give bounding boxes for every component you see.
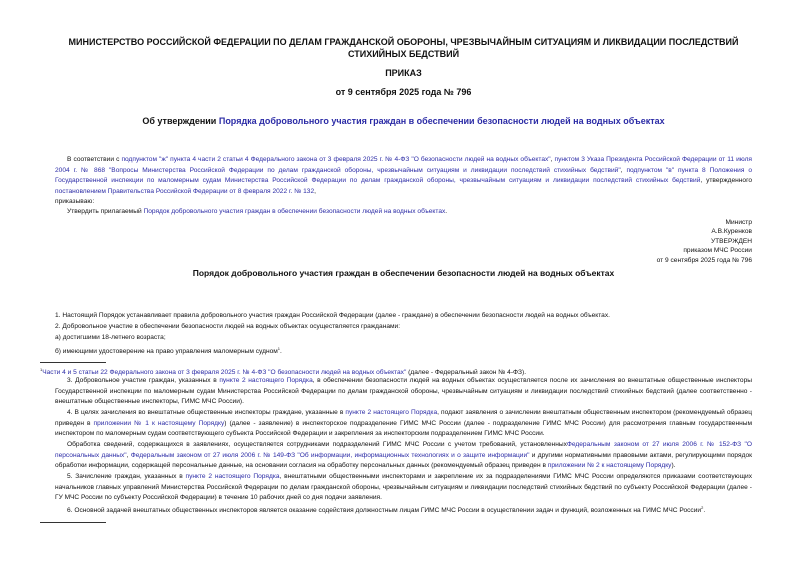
- text: ,: [314, 187, 316, 195]
- text: ) (далее - заявление) в инспекторское подразделение ГИМС МЧС России (далее - подразделение ГИМС МЧС России) для рассмотрения главным государственным инспектором по маломерным судам соответствующего субъекта Российской Федерации и закрепления за инспекторским подразделением ГИМС МЧС России.: [55, 419, 753, 438]
- text: (далее - Федеральный закон № 4-ФЗ).: [406, 369, 527, 377]
- footnote-link[interactable]: Части 4 и 5 статьи 22 Федерального закона от 3 февраля 2025 г. № 4-ФЗ "О безопасности людей на водных объектах": [42, 369, 407, 377]
- text: и другими нормативными правовыми актами, регулирующими порядок обработки информации, содержащей персональные данные, на основании согласия на обработку персональных данных (рекомендуемый образец приведен в: [55, 451, 753, 470]
- footnote-divider: [40, 522, 106, 523]
- item-2a: а) достигшими 18-летнего возраста;: [55, 334, 166, 341]
- approved-label: УТВЕРЖДЕН: [710, 237, 752, 245]
- item-2b: [55, 343, 752, 357]
- text: .: [703, 507, 706, 515]
- text: , в обеспечении безопасности людей на водных объектах осуществляется после их зачисления во внештатные общественные инспекторы Государственной инспекции по маломерным судам Министерства Российской Федерации по делам гражданской обороны, чрезвычайным ситуациям и ликвидации последствий стихийных бедствий (далее соответственно - внештатные общественные инспекторы, ГИМС МЧС России).: [55, 377, 752, 406]
- item-5: [55, 472, 752, 504]
- text: б) имеющими удостоверение на право управления маломерным судном: [55, 348, 278, 356]
- item-3: [55, 376, 752, 408]
- text: ,: [620, 166, 627, 174]
- signature-block: [657, 218, 752, 265]
- appendix-2-link[interactable]: приложении № 2 к настоящему Порядку: [547, 462, 672, 470]
- order-title: [40, 115, 767, 127]
- item-2-link[interactable]: пункте 2 настоящего Порядка: [345, 409, 438, 416]
- item-2: 2. Добровольное участие в обеспечении безопасности людей на водных объектах осуществляется гражданами:: [55, 323, 401, 330]
- text: Обработка сведений, содержащихся в заявлениях, осуществляется сотрудниками подразделений ГИМС МЧС России с учетом требований, установленных: [67, 441, 567, 448]
- footnote-divider: [40, 362, 106, 363]
- text: , внештатными общественными инспекторами и закрепление их за подразделениями ГИМС МЧС России определяются приказами соответствующих начальников главных управлений Министерства Российской Федерации по делам гражданской обороны, чрезвычайным ситуациям и ликвидации последствий стихийных бедствий по субъекту Российской Федерации (далее - ГУ МЧС России по субъекту Российской Федерации) в течение 10 рабочих дней со дня подачи заявления.: [55, 473, 753, 502]
- resolution-link[interactable]: постановлением Правительства Российской Федерации от 8 февраля 2022 г. № 132: [55, 187, 315, 195]
- law-link[interactable]: подпунктом "ж" пункта 4 части 2 статьи 4 Федерального закона от 3 февраля 2025 г. № 4-ФЗ "О безопасности людей на водных объектах": [121, 156, 551, 163]
- title-prefix: Об утверждении: [142, 116, 219, 126]
- regulation-link[interactable]: подпунктом "в" пункта 8 Положения о Государственной инспекции по маломерным судам Министерства Российской Федерации по делам гражданской обороны, чрезвычайным ситуациям и ликвидации последствий стихийных бедствий: [55, 166, 752, 185]
- decree-link[interactable]: пунктом 3 Указа Президента Российской Федерации от 11 июля 2004 г. № 868 "Вопросы Министерства Российской Федерации по делам гражданской обороны, чрезвычайным ситуациям и ликвидации последствий стихийных бедствий": [55, 156, 752, 174]
- approved-date: от 9 сентября 2025 года № 796: [656, 256, 752, 264]
- law-152-link[interactable]: Федеральным законом от 27 июля 2006 г. № 152-ФЗ "О персональных данных": [55, 441, 752, 459]
- text: ,: [550, 156, 555, 163]
- order-date: от 9 сентября 2025 года № 796: [335, 87, 472, 97]
- items-1-2: [55, 310, 752, 357]
- text: .: [445, 208, 448, 215]
- text: Утвердить прилагаемый: [67, 208, 144, 215]
- text: 3. Добровольное участие граждан, указанных в: [67, 377, 220, 384]
- item-4: [55, 408, 752, 440]
- item-6: [55, 503, 752, 517]
- data-processing: [55, 440, 752, 472]
- footnote-mark[interactable]: 2: [701, 505, 704, 510]
- text: 6. Основной задачей внештатных общественных инспекторов является оказание содействия должностным лицам ГИМС МЧС России в осуществлении задач и функций, возложенных на ГИМС МЧС России: [67, 507, 702, 515]
- signer-position: Министр: [725, 219, 752, 226]
- approved-by: приказом МЧС России: [683, 247, 752, 255]
- text: В соответствии с: [67, 156, 122, 163]
- ministry-heading: МИНИСТЕРСТВО РОССИЙСКОЙ ФЕДЕРАЦИИ ПО ДЕЛАМ ГРАЖДАНСКОЙ ОБОРОНЫ, ЧРЕЗВЫЧАЙНЫМ СИТУАЦИЯМ И ЛИКВИДАЦИИ ПОСЛЕДСТВИЙ СТИХИЙНЫХ БЕДСТВИЙ: [68, 37, 739, 59]
- preamble: [55, 155, 752, 197]
- text: , подают заявления о зачислении внештатным общественным инспектором (рекомендуемый образец приведен в: [55, 409, 752, 427]
- footnote-mark[interactable]: 1: [277, 346, 281, 351]
- text: .: [280, 348, 282, 356]
- approve-line: [55, 207, 752, 218]
- footnote-number: 1: [40, 367, 43, 372]
- text: ).: [671, 462, 676, 470]
- doc-type: ПРИКАЗ: [385, 68, 422, 78]
- appendix-1-link[interactable]: приложении № 1 к настоящему Порядку: [93, 419, 225, 427]
- text: ,: [126, 451, 131, 459]
- item-2-link[interactable]: пункте 2 настоящего Порядка: [219, 377, 313, 384]
- order-word: приказываю:: [55, 198, 95, 205]
- item-1: 1. Настоящий Порядок устанавливает правила добровольного участия граждан Российской Федерации (далее - граждане) в обеспечении безопасности людей на водных объектах.: [55, 312, 610, 319]
- procedure-link[interactable]: Порядок добровольного участия граждан в обеспечении безопасности людей на водных объектах: [143, 208, 446, 215]
- item-2-link[interactable]: пункте 2 настоящего Порядка: [185, 473, 280, 480]
- signer-name: А.В.Куренков: [711, 228, 752, 236]
- title-link[interactable]: Порядка добровольного участия граждан в обеспечении безопасности людей на водных объектах: [218, 116, 665, 126]
- text: , утвержденного: [700, 177, 752, 185]
- law-149-link[interactable]: Федеральным законом от 27 июля 2006 г. № 149-ФЗ "Об информации, информационных технологиях и о защите информации": [130, 451, 530, 459]
- text: 4. В целях зачисления во внештатные общественные инспекторы граждане, указанные в: [67, 409, 346, 416]
- procedure-title: Порядок добровольного участия граждан в обеспечении безопасности людей на водных объектах: [192, 268, 615, 278]
- text: 5. Зачисление граждан, указанных в: [67, 473, 186, 480]
